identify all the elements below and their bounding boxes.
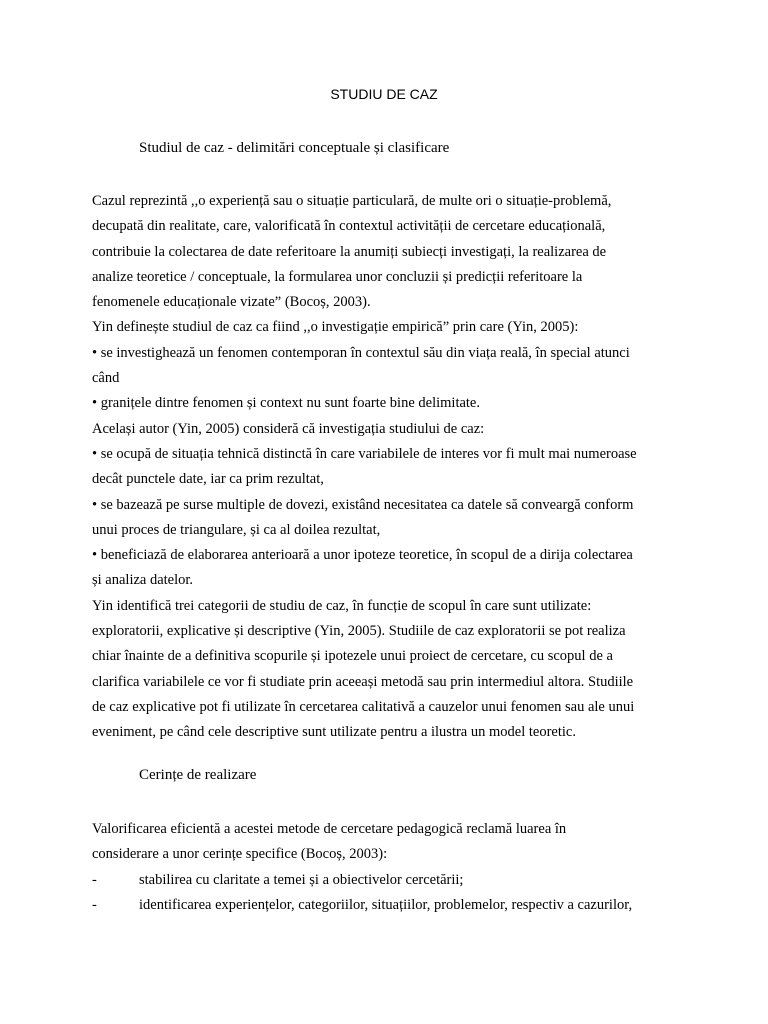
- list-item-text: stabilirea cu claritate a temei și a obiectivelor cercetării;: [139, 871, 464, 888]
- paragraph-line: Yin definește studiul de caz ca fiind ,,o investigație empirică” prin care (Yin, 2005):: [92, 319, 579, 336]
- paragraph-line: exploratorii, explicative și descriptive (Yin, 2005). Studiile de caz exploratorii se pot realiza: [92, 623, 626, 640]
- paragraph-line: eveniment, pe când cele descriptive sunt utilizate pentru a ilustra un model teoretic.: [92, 724, 576, 741]
- paragraph-line: considerare a unor cerințe specifice (Bocoș, 2003):: [92, 846, 388, 863]
- paragraph-line: clarifica variabilele ce vor fi studiate prin aceeași metodă sau prin intermediul altora. Studiile: [92, 673, 634, 690]
- paragraph-line: când: [92, 370, 120, 387]
- bullet-line: • se bazează pe surse multiple de dovezi, existând necesitatea ca datele să conveargă conform: [92, 496, 634, 513]
- list-item: [92, 893, 692, 918]
- section-heading-delimitari: Studiul de caz - delimitări conceptuale și clasificare: [139, 140, 450, 156]
- paragraph-line: de caz explicative pot fi utilizate în cercetarea calitativă a cauzelor unui fenomen sau ale unui: [92, 698, 635, 715]
- section-body-delimitari: [92, 189, 692, 746]
- paragraph-line: decupată din realitate, care, valorificată în contextul activității de cercetare educațională,: [92, 218, 606, 235]
- paragraph-line: Valorificarea eficientă a acestei metode de cercetare pedagogică reclamă luarea în: [92, 821, 567, 837]
- paragraph-line: Același autor (Yin, 2005) consideră că investigația studiului de caz:: [92, 420, 485, 437]
- paragraph-line: fenomenele educaționale vizate” (Bocoș, 2003).: [92, 294, 371, 311]
- paragraph-line: chiar înainte de a definitiva scopurile și ipotezele unui proiect de cercetare, cu scopul de a: [92, 648, 613, 665]
- bullet-line: • se ocupă de situația tehnică distinctă în care variabilele de interes vor fi mult mai numeroase: [92, 445, 637, 462]
- list-marker: -: [92, 871, 97, 888]
- paragraph-line: decât punctele date, iar ca prim rezultat,: [92, 471, 324, 488]
- paragraph-line: Yin identifică trei categorii de studiu de caz, în funcție de scopul în care sunt utilizate:: [92, 597, 592, 614]
- section-heading-cerinte: Cerințe de realizare: [139, 767, 257, 783]
- bullet-line: • se investighează un fenomen contemporan în contextul său din viața reală, în special atunci: [92, 344, 630, 361]
- bullet-line: • beneficiază de elaborarea anterioară a unor ipoteze teoretice, în scopul de a dirija colectarea: [92, 547, 633, 564]
- paragraph-line: contribuie la colectarea de date referitoare la anumiți subiecți investigați, la realizarea de: [92, 243, 607, 260]
- section-body-cerinte: [92, 817, 692, 918]
- document-title: STUDIU DE CAZ: [330, 86, 438, 102]
- bullet-line: • granițele dintre fenomen și context nu sunt foarte bine delimitate.: [92, 395, 480, 412]
- paragraph-line: unui proces de triangulare, și ca al doilea rezultat,: [92, 521, 381, 538]
- list-marker: -: [92, 896, 97, 913]
- paragraph-line: și analiza datelor.: [92, 572, 194, 589]
- paragraph-line: analize teoretice / conceptuale, la formularea unor concluzii și predicții referitoare la: [92, 268, 583, 285]
- paragraph-line: Cazul reprezintă ,,o experiență sau o situație particulară, de multe ori o situație-problemă,: [92, 193, 612, 209]
- list-item: [92, 868, 692, 893]
- list-item-text: identificarea experiențelor, categoriilor, situațiilor, problemelor, respectiv a cazurilor,: [139, 896, 633, 913]
